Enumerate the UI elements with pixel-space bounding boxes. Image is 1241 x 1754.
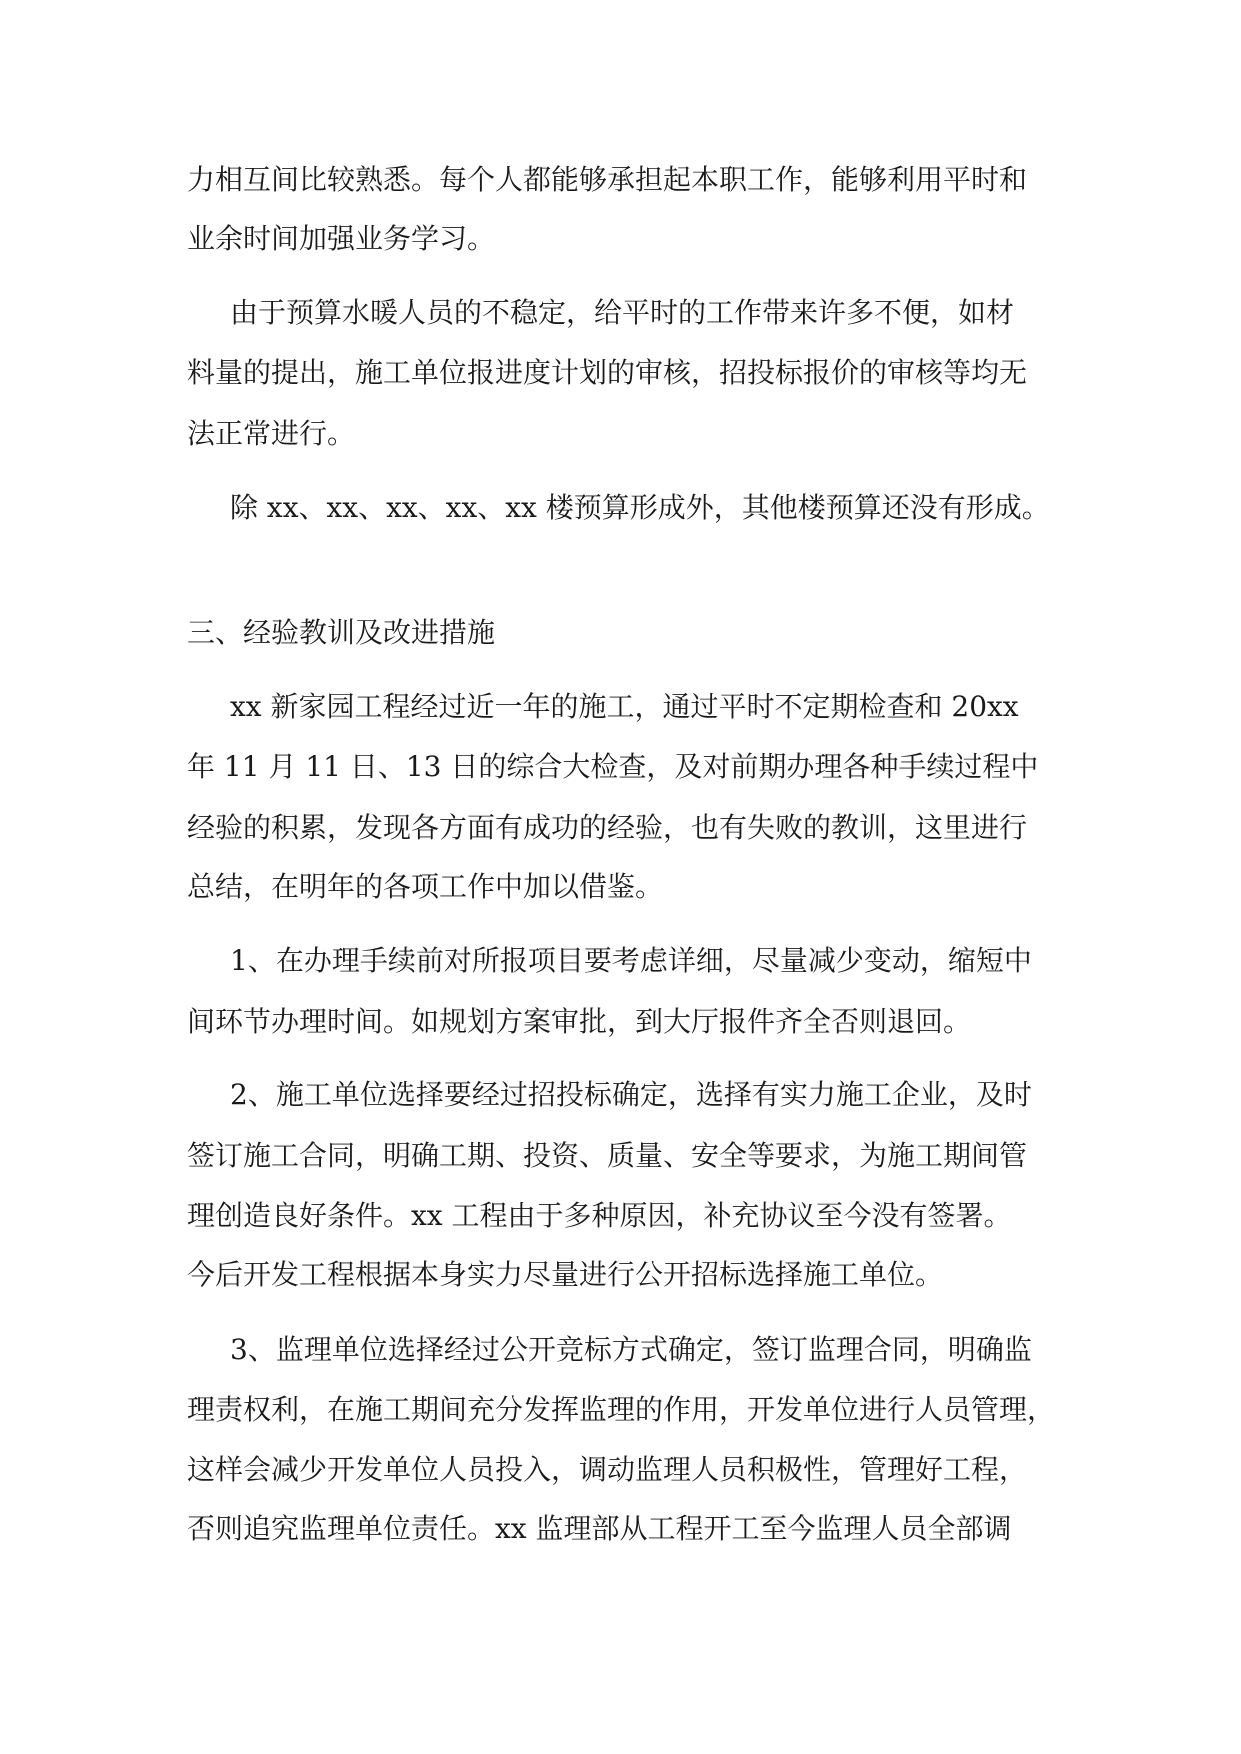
text-line: 签订施工合同，明确工期、投资、质量、安全等要求，为施工期间管 [187, 1139, 1028, 1172]
section-heading: 三、经验教训及改进措施 [187, 616, 496, 649]
text-line: 年 11 月 11 日、13 日的综合大检查，及对前期办理各种手续过程中 [187, 750, 1039, 783]
text-line: 理创造良好条件。xx 工程由于多种原因，补充协议至今没有签署。 [187, 1199, 1012, 1232]
text-line: 总结，在明年的各项工作中加以借鉴。 [187, 870, 664, 903]
paragraph-first-line: xx 新家园工程经过近一年的施工，通过平时不定期检查和 20xx [230, 690, 1019, 723]
paragraph-first-line: 由于预算水暖人员的不稳定，给平时的工作带来许多不便，如材 [230, 296, 1015, 329]
paragraph-first-line: 1、在办理手续前对所报项目要考虑详细，尽量减少变动，缩短中 [230, 944, 1032, 977]
text-line: 业余时间加强业务学习。 [187, 222, 496, 255]
text-line: 经验的积累，发现各方面有成功的经验，也有失败的教训，这里进行 [187, 811, 1028, 844]
text-line: 这样会减少开发单位人员投入，调动监理人员积极性，管理好工程， [187, 1453, 1028, 1486]
text-line: 力相互间比较熟悉。每个人都能够承担起本职工作，能够利用平时和 [187, 163, 1028, 196]
paragraph-first-line: 2、施工单位选择要经过招投标确定，选择有实力施工企业，及时 [230, 1078, 1032, 1111]
text-line: 法正常进行。 [187, 417, 356, 450]
text-line: 否则追究监理单位责任。xx 监理部从工程开工至今监理人员全部调 [187, 1512, 1012, 1545]
paragraph-first-line: 除 xx、xx、xx、xx、xx 楼预算形成外，其他楼预算还没有形成。 [230, 491, 1050, 524]
text-line: 理责权利，在施工期间充分发挥监理的作用，开发单位进行人员管理， [187, 1393, 1056, 1426]
text-line: 间环节办理时间。如规划方案审批，到大厅报件齐全否则退回。 [187, 1005, 972, 1038]
paragraph-first-line: 3、监理单位选择经过公开竞标方式确定，签订监理合同，明确监 [230, 1333, 1032, 1366]
text-line: 今后开发工程根据本身实力尽量进行公开招标选择施工单位。 [187, 1258, 944, 1291]
text-line: 料量的提出，施工单位报进度计划的审核，招投标报价的审核等均无 [187, 356, 1028, 389]
